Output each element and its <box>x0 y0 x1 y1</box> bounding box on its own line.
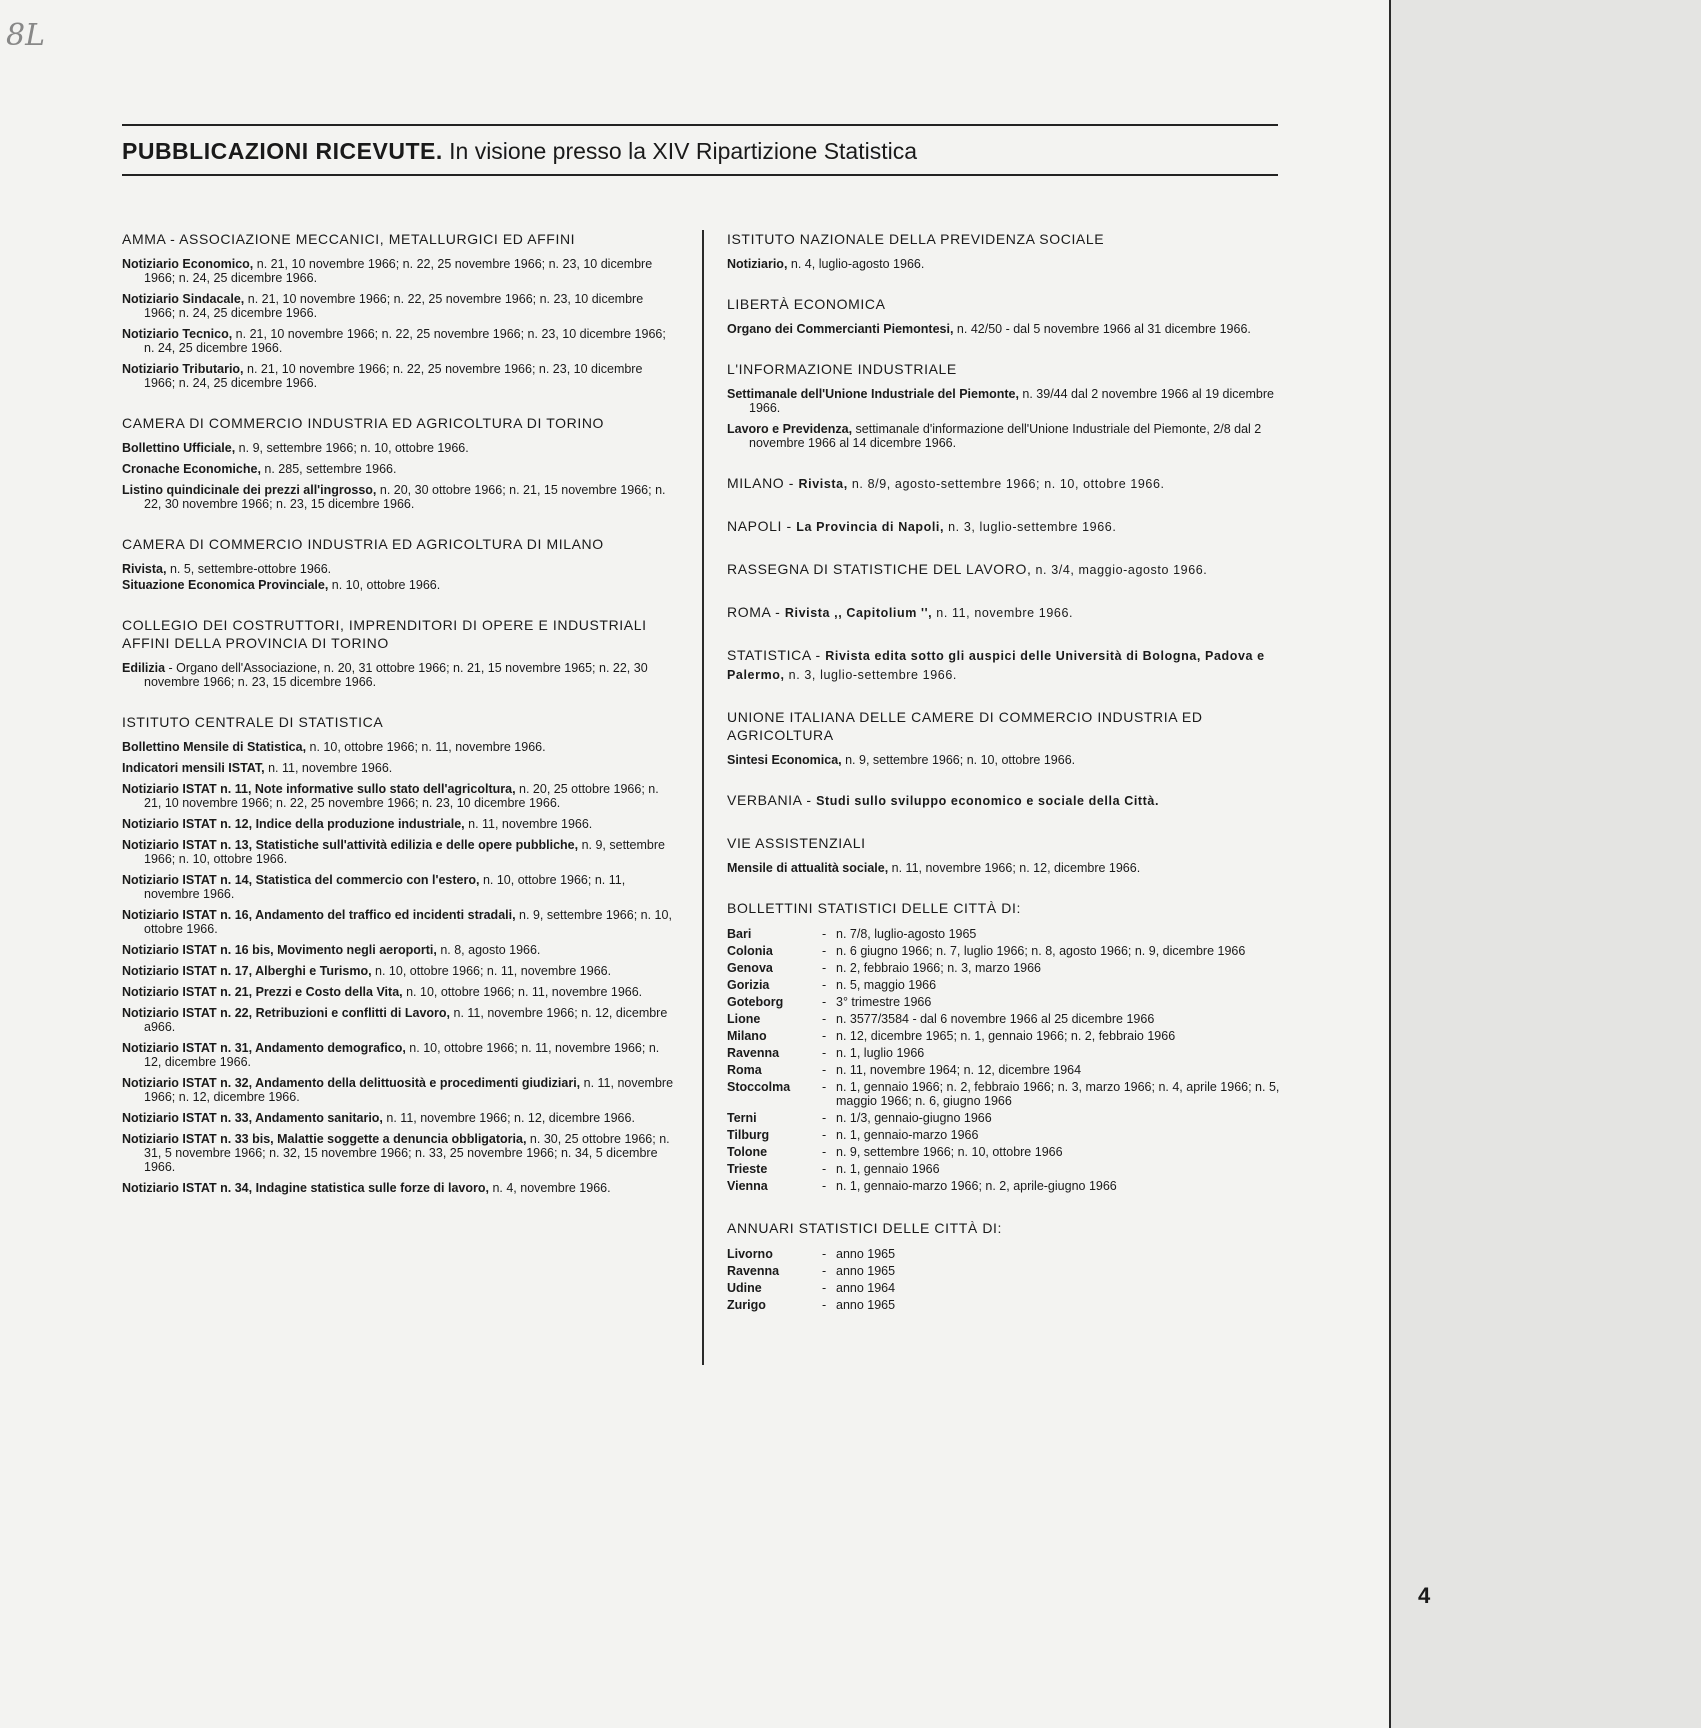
city-issues: n. 11, novembre 1964; n. 12, dicembre 1964 <box>836 1063 1082 1077</box>
city-issues: anno 1965 <box>836 1298 896 1312</box>
publication-issues: n. 9, settembre 1966; n. 10, ottobre 1966. <box>144 838 665 866</box>
city-name: Ravenna <box>727 1264 780 1278</box>
publication-issues: n. 5, settembre-ottobre 1966. <box>166 562 332 576</box>
dash-separator: - <box>822 1145 827 1159</box>
publication-title: Indicatori mensili ISTAT, <box>122 761 265 775</box>
publisher-section <box>122 535 677 592</box>
city-name: Milano <box>727 1029 767 1043</box>
dash-separator: - <box>822 927 827 941</box>
publication-entry <box>122 1132 677 1174</box>
publication-entry <box>122 1006 677 1034</box>
section-title: ISTITUTO CENTRALE DI STATISTICA <box>122 714 384 730</box>
publisher-section <box>122 713 677 1195</box>
publication-title: Notiziario ISTAT n. 16 bis, Movimento negli aeroporti, <box>122 943 437 957</box>
dash-separator: - <box>822 1264 827 1278</box>
publication-title: Notiziario ISTAT n. 21, Prezzi e Costo della Vita, <box>122 985 403 999</box>
city-issues: n. 5, maggio 1966 <box>836 978 937 992</box>
inline-publication-entry <box>727 517 1282 536</box>
city-row <box>727 1280 895 1297</box>
publication-issues: n. 42/50 - dal 5 novembre 1966 al 31 dicembre 1966. <box>953 322 1251 336</box>
inline-publication-entry <box>727 474 1282 493</box>
publisher-name: VERBANIA - <box>727 792 817 808</box>
city-issues: n. 1, gennaio 1966 <box>836 1162 940 1176</box>
publication-entry <box>122 257 677 285</box>
publication-title: Notiziario ISTAT n. 12, Indice della produzione industriale, <box>122 817 465 831</box>
publication-entry <box>122 873 677 901</box>
dash-separator: - <box>822 961 827 975</box>
header-title: PUBBLICAZIONI RICEVUTE. <box>122 138 443 164</box>
publication-title: Notiziario ISTAT n. 31, Andamento demografico, <box>122 1041 406 1055</box>
publication-issues: n. 3/4, maggio-agosto 1966. <box>1031 563 1208 577</box>
inline-publication-entry <box>727 646 1282 684</box>
publication-issues: n. 3, luglio-settembre 1966. <box>944 520 1117 534</box>
bollettini-section <box>727 899 1282 1195</box>
publication-issues: n. 3, luglio-settembre 1966. <box>784 668 957 682</box>
section-title: COLLEGIO DEI COSTRUTTORI, IMPRENDITORI DI OPERE E INDUSTRIALI AFFINI DELLA PROVINCIA DI TORINO <box>122 617 647 651</box>
city-name: Colonia <box>727 944 773 958</box>
dash-separator: - <box>822 1080 827 1094</box>
publisher-section <box>727 834 1282 875</box>
publication-issues: n. 11, novembre 1966; n. 12, dicembre 1966. <box>888 861 1141 875</box>
publication-entry <box>122 740 677 754</box>
city-row <box>727 977 1282 994</box>
section-title: LIBERTÀ ECONOMICA <box>727 296 886 312</box>
city-issues: n. 1/3, gennaio-giugno 1966 <box>836 1111 992 1125</box>
city-row <box>727 1144 1282 1161</box>
publisher-section <box>727 603 1282 622</box>
city-row <box>727 1161 1282 1178</box>
publication-entry <box>122 782 677 810</box>
publisher-section <box>727 474 1282 493</box>
publisher-section <box>727 295 1282 336</box>
city-row <box>727 1110 1282 1127</box>
publication-issues: n. 30, 25 ottobre 1966; n. 31, 5 novembre 1966; n. 32, 15 novembre 1966; n. 33, 25 novembre 1966; n. 34, 5 dicembre 1966. <box>144 1132 670 1174</box>
publication-issues: - Organo dell'Associazione, n. 20, 31 ottobre 1966; n. 21, 15 novembre 1965; n. 22, 30 novembre 1966; n. 23, 15 dicembre 1966. <box>144 661 648 689</box>
page-header <box>122 138 1278 165</box>
city-issues: n. 1, gennaio 1966; n. 2, febbraio 1966; n. 3, marzo 1966; n. 4, aprile 1966; n. 5, maggio 1966; n. 6, giugno 1966 <box>836 1080 1280 1108</box>
publication-issues: n. 21, 10 novembre 1966; n. 22, 25 novembre 1966; n. 23, 10 dicembre 1966; n. 24, 25 dicembre 1966. <box>144 292 644 320</box>
publication-entry <box>727 422 1282 450</box>
city-name: Terni <box>727 1111 757 1125</box>
publication-issues: n. 285, settembre 1966. <box>260 462 397 476</box>
city-name: Livorno <box>727 1247 773 1261</box>
publication-title: Rivista edita sotto gli auspici delle Università di Bologna, Padova e Palermo, <box>727 649 1265 682</box>
city-name: Udine <box>727 1281 762 1295</box>
publication-title: Bollettino Ufficiale, <box>122 441 236 455</box>
section-title: CAMERA DI COMMERCIO INDUSTRIA ED AGRICOLTURA DI MILANO <box>122 536 604 552</box>
publication-title: Rivista, <box>798 477 848 491</box>
city-table <box>727 926 1282 1195</box>
publication-issues: n. 4, novembre 1966. <box>488 1181 611 1195</box>
column-separator <box>702 230 704 1365</box>
city-issues: anno 1964 <box>836 1281 896 1295</box>
city-name: Zurigo <box>727 1298 766 1312</box>
publication-entry <box>727 322 1282 336</box>
publisher-section <box>727 230 1282 271</box>
city-row <box>727 1011 1282 1028</box>
publication-entry <box>122 1111 677 1125</box>
publication-issues: n. 10, ottobre 1966; n. 11, novembre 1966. <box>371 964 612 978</box>
city-issues: n. 1, luglio 1966 <box>836 1046 925 1060</box>
publisher-name: RASSEGNA DI STATISTICHE DEL LAVORO, <box>727 561 1032 577</box>
publication-issues: n. 21, 10 novembre 1966; n. 22, 25 novembre 1966; n. 23, 10 dicembre 1966; n. 24, 25 dicembre 1966. <box>144 362 643 390</box>
publication-title: Notiziario ISTAT n. 16, Andamento del traffico ed incidenti stradali, <box>122 908 516 922</box>
publication-entry <box>122 441 677 455</box>
publication-entry <box>727 861 1282 875</box>
city-name: Goteborg <box>727 995 784 1009</box>
publication-issues: n. 10, ottobre 1966; n. 11, novembre 1966. <box>306 740 546 754</box>
publisher-section <box>727 560 1282 579</box>
publication-entry <box>122 943 677 957</box>
publisher-name: ROMA - <box>727 604 785 620</box>
city-name: Roma <box>727 1063 762 1077</box>
section-title: AMMA - ASSOCIAZIONE MECCANICI, METALLURGICI ED AFFINI <box>122 231 576 247</box>
publication-entry <box>122 964 677 978</box>
city-row <box>727 1079 1282 1110</box>
publication-entry <box>122 908 677 936</box>
publication-title: Notiziario ISTAT n. 32, Andamento della delittuosità e procedimenti giudiziari, <box>122 1076 581 1090</box>
publisher-section <box>122 414 677 511</box>
city-row <box>727 1178 1282 1195</box>
publication-issues: n. 10, ottobre 1966; n. 11, novembre 1966. <box>402 985 643 999</box>
publication-title: Edilizia <box>122 661 166 675</box>
publication-title: Rivista, <box>122 562 167 576</box>
city-name: Tilburg <box>727 1128 770 1142</box>
publication-issues: n. 9, settembre 1966; n. 10, ottobre 1966. <box>144 908 672 936</box>
publisher-name: STATISTICA - <box>727 647 826 663</box>
city-name: Genova <box>727 961 773 975</box>
city-issues: n. 1, gennaio-marzo 1966; n. 2, aprile-giugno 1966 <box>836 1179 1117 1193</box>
city-issues: anno 1965 <box>836 1264 896 1278</box>
publisher-section <box>727 791 1282 810</box>
dash-separator: - <box>822 1063 827 1077</box>
publication-title: Notiziario ISTAT n. 33, Andamento sanitario, <box>122 1111 383 1125</box>
publisher-section <box>727 646 1282 684</box>
city-issues: n. 3577/3584 - dal 6 novembre 1966 al 25 dicembre 1966 <box>836 1012 1155 1026</box>
section-title: CAMERA DI COMMERCIO INDUSTRIA ED AGRICOLTURA DI TORINO <box>122 415 605 431</box>
publication-issues: n. 21, 10 novembre 1966; n. 22, 25 novembre 1966; n. 23, 10 dicembre 1966; n. 24, 25 dicembre 1966. <box>144 327 666 355</box>
publication-entry <box>727 387 1282 415</box>
publication-entry <box>122 362 677 390</box>
section-title: BOLLETTINI STATISTICI DELLE CITTÀ DI: <box>727 900 1021 916</box>
facing-page-strip <box>1391 0 1701 1728</box>
dash-separator: - <box>822 978 827 992</box>
city-row <box>727 1062 1282 1079</box>
city-issues: n. 2, febbraio 1966; n. 3, marzo 1966 <box>836 961 1041 975</box>
city-row <box>727 960 1282 977</box>
publication-issues: n. 20, 30 ottobre 1966; n. 21, 15 novembre 1966; n. 22, 30 novembre 1966; n. 23, 15 dicembre 1966. <box>144 483 666 511</box>
section-title: L'INFORMAZIONE INDUSTRIALE <box>727 361 957 377</box>
city-row <box>727 1045 1282 1062</box>
publication-issues: n. 10, ottobre 1966; n. 11, novembre 1966. <box>144 873 626 901</box>
city-row <box>727 1127 1282 1144</box>
right-column <box>727 230 1282 1338</box>
publication-title: Situazione Economica Provinciale, <box>122 578 329 592</box>
publication-title: Bollettino Mensile di Statistica, <box>122 740 307 754</box>
publication-title: Notiziario ISTAT n. 17, Alberghi e Turismo, <box>122 964 372 978</box>
publisher-section <box>122 230 677 390</box>
publication-issues: n. 8/9, agosto-settembre 1966; n. 10, ottobre 1966. <box>847 477 1165 491</box>
publication-title: Notiziario ISTAT n. 13, Statistiche sull'attività edilizia e delle opere pubbliche, <box>122 838 579 852</box>
dash-separator: - <box>822 1046 827 1060</box>
dash-separator: - <box>822 1247 827 1261</box>
publication-title: Notiziario, <box>727 257 788 271</box>
inline-publication-entry <box>727 603 1282 622</box>
city-row <box>727 1263 895 1280</box>
inline-publication-entry <box>727 791 1282 810</box>
city-row <box>727 926 1282 943</box>
publication-title: Notiziario ISTAT n. 22, Retribuzioni e conflitti di Lavoro, <box>122 1006 451 1020</box>
header-subtitle: In visione presso la XIV Ripartizione Statistica <box>442 138 918 164</box>
section-title: ISTITUTO NAZIONALE DELLA PREVIDENZA SOCIALE <box>727 231 1105 247</box>
dash-separator: - <box>822 944 827 958</box>
publication-title: Notiziario ISTAT n. 11, Note informative sullo stato dell'agricoltura, <box>122 782 516 796</box>
publication-entry <box>122 838 677 866</box>
header-top-rule <box>122 124 1278 126</box>
city-name: Lione <box>727 1012 761 1026</box>
publication-title: Notiziario ISTAT n. 33 bis, Malattie soggette a denuncia obbligatoria, <box>122 1132 527 1146</box>
publication-issues: n. 11, novembre 1966. <box>264 761 393 775</box>
publisher-section <box>727 360 1282 450</box>
publisher-section <box>727 708 1282 767</box>
publication-issues: n. 20, 25 ottobre 1966; n. 21, 10 novembre 1966; n. 22, 25 novembre 1966; n. 23, 10 dicembre 1966. <box>144 782 659 810</box>
publisher-section <box>727 517 1282 536</box>
publication-title: Notiziario Sindacale, <box>122 292 245 306</box>
dash-separator: - <box>822 995 827 1009</box>
publication-entry <box>122 985 677 999</box>
publication-entry <box>122 1041 677 1069</box>
publication-issues: n. 9, settembre 1966; n. 10, ottobre 1966. <box>235 441 469 455</box>
publication-title: Listino quindicinale dei prezzi all'ingrosso, <box>122 483 377 497</box>
city-name: Stoccolma <box>727 1080 791 1094</box>
publication-issues: settimanale d'informazione dell'Unione Industriale del Piemonte, 2/8 dal 2 novembre 1966 al 14 dicembre 1966. <box>749 422 1262 450</box>
publication-issues: n. 9, settembre 1966; n. 10, ottobre 1966. <box>841 753 1076 767</box>
publication-issues: n. 4, luglio-agosto 1966. <box>787 257 925 271</box>
publication-entry <box>727 257 1282 271</box>
city-name: Gorizia <box>727 978 770 992</box>
publication-issues: n. 39/44 dal 2 novembre 1966 al 19 dicembre 1966. <box>749 387 1274 415</box>
publication-issues: n. 11, novembre 1966; n. 12, dicembre 1966. <box>382 1111 635 1125</box>
city-name: Bari <box>727 927 752 941</box>
publication-title: Settimanale dell'Unione Industriale del Piemonte, <box>727 387 1019 401</box>
publication-issues: n. 10, ottobre 1966; n. 11, novembre 1966; n. 12, dicembre 1966. <box>144 1041 660 1069</box>
city-issues: n. 7/8, luglio-agosto 1965 <box>836 927 977 941</box>
publication-entry <box>122 817 677 831</box>
city-table <box>727 1246 895 1314</box>
city-row <box>727 1028 1282 1045</box>
page-number: 4 <box>1418 1583 1431 1608</box>
publication-issues: n. 8, agosto 1966. <box>436 943 541 957</box>
dash-separator: - <box>822 1012 827 1026</box>
publication-title: Studi sullo sviluppo economico e sociale della Città. <box>816 794 1160 808</box>
publication-title: Lavoro e Previdenza, <box>727 422 853 436</box>
publication-entry <box>727 753 1282 767</box>
publication-issues: n. 11, novembre 1966; n. 12, dicembre 1966. <box>144 1076 674 1104</box>
city-row <box>727 994 1282 1011</box>
city-issues: n. 6 giugno 1966; n. 7, luglio 1966; n. 8, agosto 1966; n. 9, dicembre 1966 <box>836 944 1246 958</box>
dash-separator: - <box>822 1111 827 1125</box>
inline-publication-entry <box>727 560 1282 579</box>
dash-separator: - <box>822 1281 827 1295</box>
publication-entry <box>122 562 677 576</box>
city-issues: n. 9, settembre 1966; n. 10, ottobre 1966 <box>836 1145 1063 1159</box>
left-column <box>122 230 677 1219</box>
publication-entry <box>122 483 677 511</box>
section-title: UNIONE ITALIANA DELLE CAMERE DI COMMERCIO INDUSTRIA ED AGRICOLTURA <box>727 709 1203 743</box>
section-title: VIE ASSISTENZIALI <box>727 835 866 851</box>
publication-entry <box>122 761 677 775</box>
city-issues: n. 12, dicembre 1965; n. 1, gennaio 1966; n. 2, febbraio 1966 <box>836 1029 1176 1043</box>
publication-entry <box>122 1076 677 1104</box>
city-row <box>727 1297 895 1314</box>
publication-title: Sintesi Economica, <box>727 753 842 767</box>
publication-issues: n. 10, ottobre 1966. <box>328 578 441 592</box>
publisher-name: NAPOLI - <box>727 518 797 534</box>
dash-separator: - <box>822 1298 827 1312</box>
publication-title: La Provincia di Napoli, <box>796 520 945 534</box>
dash-separator: - <box>822 1162 827 1176</box>
publication-title: Notiziario Tributario, <box>122 362 244 376</box>
publication-entry <box>122 327 677 355</box>
city-issues: 3° trimestre 1966 <box>836 995 932 1009</box>
publisher-section <box>122 616 677 689</box>
publication-entry <box>122 292 677 320</box>
publication-title: Notiziario Economico, <box>122 257 254 271</box>
handwritten-page-mark: 8L <box>6 18 46 53</box>
annuari-section <box>727 1219 1282 1314</box>
publication-title: Cronache Economiche, <box>122 462 261 476</box>
city-name: Tolone <box>727 1145 768 1159</box>
publication-issues: n. 11, novembre 1966. <box>464 817 593 831</box>
publication-title: Rivista ,, Capitolium '', <box>784 606 933 620</box>
publication-issues: n. 11, novembre 1966; n. 12, dicembre a966. <box>144 1006 668 1034</box>
publication-issues: n. 21, 10 novembre 1966; n. 22, 25 novembre 1966; n. 23, 10 dicembre 1966; n. 24, 25 dicembre 1966. <box>144 257 653 285</box>
city-issues: anno 1965 <box>836 1247 896 1261</box>
section-title: ANNUARI STATISTICI DELLE CITTÀ DI: <box>727 1220 1003 1236</box>
publication-entry <box>122 462 677 476</box>
city-issues: n. 1, gennaio-marzo 1966 <box>836 1128 979 1142</box>
publication-title: Notiziario ISTAT n. 34, Indagine statistica sulle forze di lavoro, <box>122 1181 489 1195</box>
publication-title: Notiziario ISTAT n. 14, Statistica del commercio con l'estero, <box>122 873 480 887</box>
publication-entry <box>122 578 677 592</box>
publication-entry <box>122 1181 677 1195</box>
city-name: Trieste <box>727 1162 768 1176</box>
publication-title: Notiziario Tecnico, <box>122 327 233 341</box>
publication-title: Organo dei Commercianti Piemontesi, <box>727 322 954 336</box>
city-name: Vienna <box>727 1179 768 1193</box>
city-row <box>727 943 1282 960</box>
publication-entry <box>122 661 677 689</box>
city-row <box>727 1246 895 1263</box>
dash-separator: - <box>822 1128 827 1142</box>
dash-separator: - <box>822 1179 827 1193</box>
city-name: Ravenna <box>727 1046 780 1060</box>
publisher-name: MILANO - <box>727 475 799 491</box>
publication-title: Mensile di attualità sociale, <box>727 861 889 875</box>
header-bottom-rule <box>122 174 1278 176</box>
dash-separator: - <box>822 1029 827 1043</box>
publication-issues: n. 11, novembre 1966. <box>932 606 1074 620</box>
